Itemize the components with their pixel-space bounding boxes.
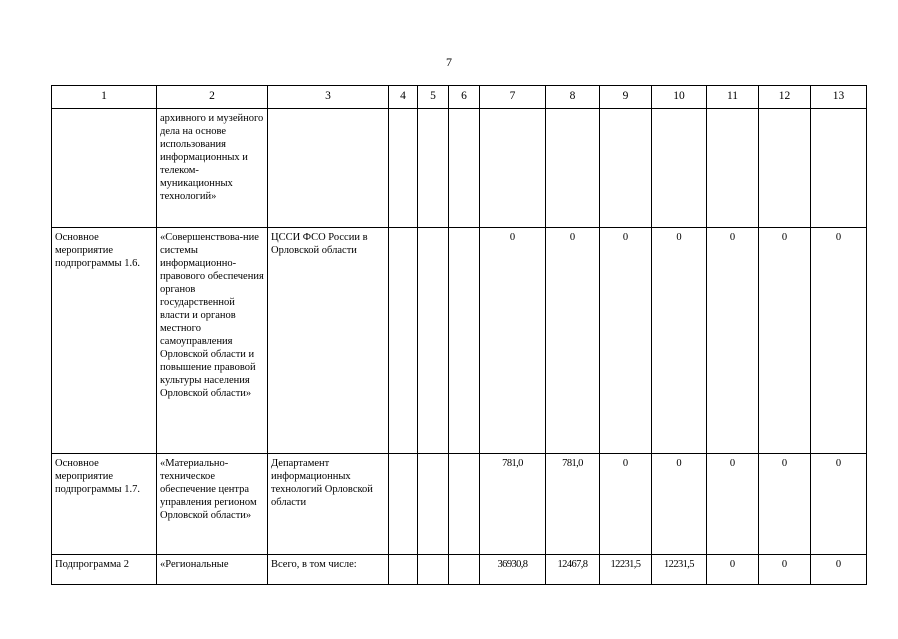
header-row: [52, 86, 867, 109]
header-cell-11: 11: [707, 86, 759, 109]
row-1-col-5: [418, 109, 449, 228]
header-cell-5: 5: [418, 86, 449, 109]
row-3-col-3: Департамент информационных технологий Орловской области: [268, 454, 389, 555]
header-cell-8: 8: [546, 86, 600, 109]
row-1-col-9: [600, 109, 652, 228]
row-4-col-8: 12467,8: [546, 555, 600, 585]
row-1-col-10: [652, 109, 707, 228]
row-2-col-8: 0: [546, 228, 600, 454]
row-3-col-7: 781,0: [480, 454, 546, 555]
row-1-col-12: [759, 109, 811, 228]
row-3-col-4: [389, 454, 418, 555]
budget-table: [51, 85, 867, 585]
row-4-col-11: 0: [707, 555, 759, 585]
row-2-col-2: «Совершенствова-ние системы информационно-правового обеспечения органов государственной власти и органов местного самоуправления Орловской области и повышение правовой культуры населения Орловской области»: [157, 228, 268, 454]
row-1-col-8: [546, 109, 600, 228]
row-3-col-8: 781,0: [546, 454, 600, 555]
header-cell-9: 9: [600, 86, 652, 109]
row-2-col-6: [449, 228, 480, 454]
page-number: 7: [446, 55, 452, 69]
row-3-col-5: [418, 454, 449, 555]
row-3-col-13: 0: [811, 454, 867, 555]
row-3-col-11: 0: [707, 454, 759, 555]
row-2-col-9: 0: [600, 228, 652, 454]
row-2-col-7: 0: [480, 228, 546, 454]
header-cell-6: 6: [449, 86, 480, 109]
row-1-col-4: [389, 109, 418, 228]
row-4-col-12: 0: [759, 555, 811, 585]
row-2-col-10: 0: [652, 228, 707, 454]
row-2-col-11: 0: [707, 228, 759, 454]
header-cell-2: 2: [157, 86, 268, 109]
row-3-col-1: Основное мероприятие подпрограммы 1.7.: [52, 454, 157, 555]
row-1-col-2: архивного и музейного дела на основе использования информационных и телеком-муникационных технологий»: [157, 109, 268, 228]
row-2-col-5: [418, 228, 449, 454]
row-2-col-4: [389, 228, 418, 454]
table-row: [52, 454, 867, 555]
row-4-col-3: Всего, в том числе:: [268, 555, 389, 585]
row-2-col-1: Основное мероприятие подпрограммы 1.6.: [52, 228, 157, 454]
row-1-col-1: [52, 109, 157, 228]
header-cell-12: 12: [759, 86, 811, 109]
row-2-col-13: 0: [811, 228, 867, 454]
row-2-col-12: 0: [759, 228, 811, 454]
table-row: [52, 555, 867, 585]
table-row: [52, 228, 867, 454]
header-cell-3: 3: [268, 86, 389, 109]
header-cell-4: 4: [389, 86, 418, 109]
row-4-col-5: [418, 555, 449, 585]
row-1-col-3: [268, 109, 389, 228]
row-3-col-12: 0: [759, 454, 811, 555]
row-4-col-2: «Региональные: [157, 555, 268, 585]
row-1-col-11: [707, 109, 759, 228]
header-cell-13: 13: [811, 86, 867, 109]
row-4-col-1: Подпрограмма 2: [52, 555, 157, 585]
header-cell-7: 7: [480, 86, 546, 109]
row-3-col-9: 0: [600, 454, 652, 555]
row-2-col-3: ЦССИ ФСО России в Орловской области: [268, 228, 389, 454]
row-3-col-10: 0: [652, 454, 707, 555]
header-cell-1: 1: [52, 86, 157, 109]
table-row: [52, 109, 867, 228]
row-4-col-9: 12231,5: [600, 555, 652, 585]
row-4-col-13: 0: [811, 555, 867, 585]
row-4-col-10: 12231,5: [652, 555, 707, 585]
row-1-col-13: [811, 109, 867, 228]
row-4-col-4: [389, 555, 418, 585]
header-cell-10: 10: [652, 86, 707, 109]
row-1-col-7: [480, 109, 546, 228]
row-3-col-6: [449, 454, 480, 555]
row-4-col-7: 36930,8: [480, 555, 546, 585]
row-1-col-6: [449, 109, 480, 228]
row-3-col-2: «Материально-техническое обеспечение центра управления регионом Орловской области»: [157, 454, 268, 555]
row-4-col-6: [449, 555, 480, 585]
